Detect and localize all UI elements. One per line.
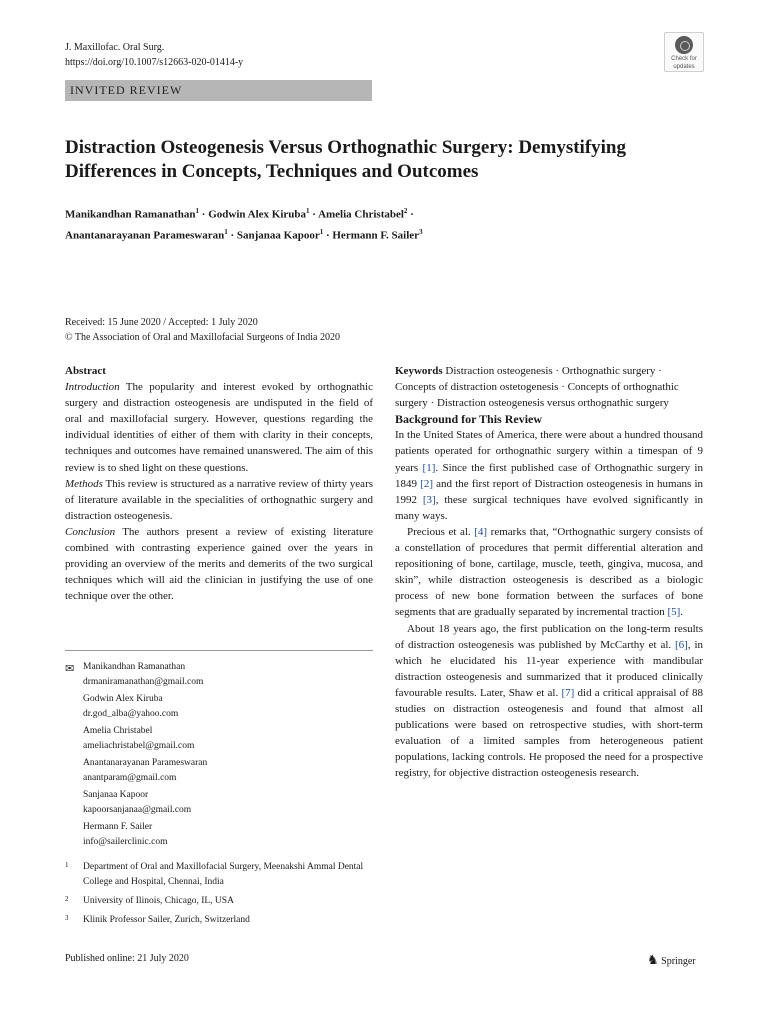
reference-link[interactable]: [4]	[474, 525, 488, 538]
envelope-icon: ✉	[65, 663, 75, 675]
background-heading: Background for This Review	[395, 412, 543, 427]
author-affiliation-mark: 1	[195, 207, 200, 215]
reference-link[interactable]: [6]	[675, 638, 688, 651]
contact-name: Anantanarayanan Parameswaran	[83, 758, 208, 768]
background-paragraph-1: In the United States of America, there were about a hundred thousand patients operated for orthognathic surgery within a timespan of 9 years [1]. Since the first published case of Orthognathic surgery in 1849 [2] and the first report of Distraction osteogenesis in humans in 1992 [3], these surgical techniques have evolved significantly in many ways.	[395, 429, 704, 522]
reference-link[interactable]: [5]	[667, 606, 681, 619]
contact-entry	[83, 820, 373, 850]
received-accepted: Received: 15 June 2020 / Accepted: 1 July 2020	[65, 317, 258, 328]
keywords-text: Distraction osteogenesis · Orthognathic surgery · Concepts of distraction ostetogenesis · Concepts of orthognathic surgery · Distraction osteogenesis versus orthognathic surgery	[395, 365, 679, 410]
contact-name: Hermann F. Sailer	[83, 822, 153, 832]
affiliation-item: 2 University of Ilinois, Chicago, IL, USA	[65, 895, 234, 906]
article-dates	[65, 315, 705, 345]
contact-email[interactable]: anantparam@gmail.com	[83, 773, 177, 783]
contact-entry	[83, 660, 373, 690]
contact-entry	[83, 724, 373, 754]
reference-link[interactable]: [7]	[561, 686, 575, 699]
intro-label: Introduction	[65, 381, 120, 394]
contact-email[interactable]: info@sailerclinic.com	[83, 837, 168, 847]
badge-line2: updates	[673, 64, 695, 70]
author-affiliation-mark: 3	[419, 227, 423, 236]
affiliation-item: 1 Department of Oral and Maxillofacial Surgery, Meenakshi Ammal Dental College and Hospital, Chennai, India	[65, 861, 364, 887]
contact-name: Sanjanaa Kapoor	[83, 790, 149, 800]
conclusion-label: Conclusion	[65, 525, 116, 538]
abstract-methods	[65, 476, 373, 524]
article-type-label: INVITED REVIEW	[70, 83, 183, 97]
reference-link[interactable]: [1]	[422, 461, 436, 474]
publisher-logo	[647, 952, 696, 968]
contact-email[interactable]: drmaniramanathan@gmail.com	[83, 677, 204, 687]
methods-text: This review is structured as a narrative review of thirty years of literature available in the specialities of orthognathic surgery and distraction osteogenesis.	[65, 477, 374, 522]
author-affiliation-mark: 1	[306, 207, 310, 215]
author-name[interactable]: Godwin Alex Kiruba	[208, 208, 306, 221]
author-contacts	[65, 660, 373, 852]
intro-text: The popularity and interest evoked by orthognathic surgery and distraction osteogenesis are undisputed in the field of oral and maxillofacial surgery. However, questions regarding the individual identities of either of them with clarity in their concepts, techniques and outcomes have remained unanswered. The aim of this review is to shed light on these questions.	[65, 381, 373, 474]
author-affiliation-mark: 1	[224, 227, 228, 236]
methods-label: Methods	[65, 477, 103, 490]
publisher-name: Springer	[661, 956, 696, 967]
contact-name: Amelia Christabel	[83, 726, 153, 736]
journal-name: J. Maxillofac. Oral Surg.	[65, 42, 165, 53]
contact-entry	[83, 788, 373, 818]
author-name[interactable]: Hermann F. Sailer	[332, 229, 420, 242]
author-affiliation-mark: 1	[319, 227, 324, 236]
check-for-updates-badge[interactable]	[664, 32, 704, 72]
conclusion-text: The authors present a review of existing literature combined with contrasting experience gained over the years in providing an overview of the merits and demerits of the two surgical techniques which will aid the clinician in justifying the use of one technique over the other.	[65, 525, 373, 603]
affiliation-item: 3 Klinik Professor Sailer, Zurich, Switzerland	[65, 914, 250, 925]
author-name[interactable]: Sanjanaa Kapoor	[236, 229, 320, 242]
keywords-label: Keywords	[395, 365, 443, 377]
copyright-line: © The Association of Oral and Maxillofacial Surgeons of India 2020	[65, 332, 340, 343]
contact-email[interactable]: ameliachristabel@gmail.com	[83, 741, 195, 751]
article-title: Distraction Osteogenesis Versus Orthognathic Surgery: Demystifying Differences in Concepts, Techniques and Outcomes	[65, 137, 626, 182]
springer-horse-icon: ♞	[647, 952, 659, 967]
contact-entry	[83, 692, 373, 722]
contact-name: Godwin Alex Kiruba	[83, 694, 163, 704]
doi-link[interactable]: https://doi.org/10.1007/s12663-020-01414-y	[65, 57, 244, 68]
check-for-updates-icon	[675, 36, 693, 54]
affiliations	[65, 860, 373, 932]
abstract-introduction	[65, 379, 373, 476]
author-name[interactable]: Amelia Christabel	[318, 208, 404, 221]
abstract-section	[65, 363, 373, 604]
article-type-banner	[65, 80, 372, 101]
reference-link[interactable]: [3]	[422, 493, 436, 506]
background-paragraph-3: About 18 years ago, the first publication on the long-term results of distraction osteogenesis was published by McCarthy et al. [6], in which he elucidated his 11-year experience with mandibular distraction osteogenesis and summarized that it produced clinically favourable results. Later, Shaw et al. [7] did a critical appraisal of 88 studies on distraction osteogenesis and found that almost all publications were based on retrospective studies, with short-term evaluation of a limited samples from heterogeneous patient populations, lacking controls. He proposed the need for a prospective registry, for objective distraction osteogenesis research.	[395, 622, 704, 780]
published-online: Published online: 21 July 2020	[65, 953, 189, 964]
footnote-divider	[65, 650, 373, 651]
reference-link[interactable]: [2]	[420, 477, 433, 490]
abstract-conclusion	[65, 524, 373, 604]
right-column	[395, 363, 703, 781]
contact-name: Manikandhan Ramanathan	[83, 662, 186, 672]
contact-email[interactable]: dr.god_alba@yahoo.com	[83, 709, 179, 719]
author-name[interactable]: Anantanarayanan Parameswaran	[65, 229, 225, 242]
badge-line1: Check for	[671, 56, 697, 62]
background-paragraph-2: Precious et al. [4] remarks that, “Orthognathic surgery consists of a constellation of procedures that permit differential alteration and repositioning of bone, cartilage, muscle, teeth, gingiva, mucosa, and skin”, while distraction osteogenesis is described as a biologic process of new bone formation between the surfaces of bone segments that are gradually separated by incremental traction [5].	[395, 525, 703, 619]
contact-entry	[83, 756, 373, 786]
author-affiliation-mark: 2	[403, 207, 408, 215]
journal-header	[65, 40, 243, 70]
author-name[interactable]: Manikandhan Ramanathan	[65, 208, 196, 221]
author-list: Manikandhan Ramanathan$^1$ · Godwin Alex Kiruba$^1$ · Amelia Christabel$^2$ · Anantanarayanan Parameswaran$^1$ · Sanjanaa Kapoor$^1$ · Hermann F. Sailer$^3$	[65, 207, 423, 242]
abstract-heading: Abstract	[65, 365, 106, 377]
keywords	[395, 363, 703, 411]
contact-email[interactable]: kapoorsanjanaa@gmail.com	[83, 805, 192, 815]
